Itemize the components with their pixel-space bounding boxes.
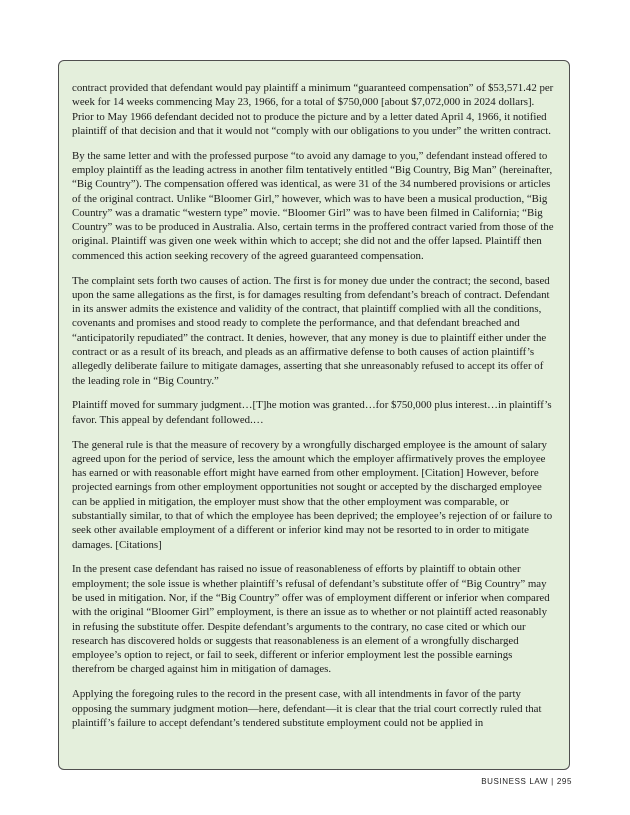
case-paragraph-7: Applying the foregoing rules to the record in the present case, with all intendments in favor of the party opposing the summary judgment motion—here, defendant—it is clear that the trial court correctly ruled that plaintiff’s failure to accept defendant’s tendered substitute employment could not be applied in xyxy=(72,688,542,729)
case-paragraph-2: By the same letter and with the professed purpose “to avoid any damage to you,” defendant instead offered to employ plaintiff as the leading actress in another film tentatively entitled “Big Country, Big Man” (hereinafter, “Big Country”). The compensation offered was identical, as were 31 of the 34 numbered provisions or articles of the original contract. Unlike “Bloomer Girl,” however, which was to have been a musical production, “Big Country” was a dramatic “western type” movie. “Bloomer Girl” was to have been filmed in California; “Big Country” was to be produced in Australia. Also, certain terms in the proffered contract varied from those of the original. Plaintiff was given one week within which to accept; she did not and the offer lapsed. Plaintiff then commenced this action seeking recovery of the agreed guaranteed compensation. xyxy=(72,149,554,262)
case-paragraph-1: contract provided that defendant would pay plaintiff a minimum “guaranteed compensation” of $53,571.42 per week for 14 weeks commencing May 23, 1966, for a total of $750,000 [about $7,072,000 in 2024 dollars]. Prior to May 1966 defendant decided not to produce the picture and by a letter dated April 4, 1966, it notified plaintiff of that decision and that it would not “comply with our obligations to you under” the written contract. xyxy=(72,82,554,137)
case-excerpt-box xyxy=(58,60,570,770)
case-paragraph-4: Plaintiff moved for summary judgment…[T]he motion was granted…for $750,000 plus interest…in plaintiff’s favor. This appeal by defendant followed.… xyxy=(72,399,552,426)
page-number: 295 xyxy=(556,777,572,786)
footer-separator: | xyxy=(551,777,554,786)
case-paragraph-3: The complaint sets forth two causes of action. The first is for money due under the contract; the second, based upon the same allegations as the first, is for damages resulting from defendant’s breach of contract. Defendant in its answer admits the existence and validity of the contract, that plaintiff complied with all the conditions, covenants and promises and stood ready to complete the performance, and that defendant breached and “anticipatorily repudiated” the contract. It denies, however, that any money is due to plaintiff either under the contract or as a result of its breach, and pleads as an affirmative defense to both causes of action plaintiff’s allegedly deliberate failure to mitigate damages, asserting that she unreasonably refused to accept its offer of the leading role in “Big Country.” xyxy=(72,274,550,387)
case-paragraph-6: In the present case defendant has raised no issue of reasonableness of efforts by plaintiff to obtain other employment; the sole issue is whether plaintiff’s refusal of defendant’s substitute offer of “Big Country” may be used in mitigation. Nor, if the “Big Country” offer was of employment different or inferior when compared with the original “Bloomer Girl” employment, is there an issue as to whether or not plaintiff acted reasonably in refusing the substitute offer. Despite defendant’s arguments to the contrary, no case cited or which our research has discovered holds or suggests that reasonableness is an element of a wrongfully discharged employee’s option to reject, or fail to seek, different or inferior employment lest the possible earnings therefrom be charged against him in mitigation of damages. xyxy=(72,563,550,676)
case-paragraph-5: The general rule is that the measure of recovery by a wrongfully discharged employee is the amount of salary agreed upon for the period of service, less the amount which the employer affirmatively proves the employee has earned or with reasonable effort might have earned from other employment. [Citation] However, before projected earnings from other employment opportunities not sought or accepted by the discharged employee can be applied in mitigation, the employer must show that the other employment was comparable, or substantially similar, to that of which the employee has been deprived; the employee’s rejection of or failure to seek other available employment of a different or inferior kind may not be resorted to in order to mitigate damages. [Citations] xyxy=(72,438,553,551)
book-title: BUSINESS LAW xyxy=(481,777,549,786)
page-footer xyxy=(481,777,572,786)
